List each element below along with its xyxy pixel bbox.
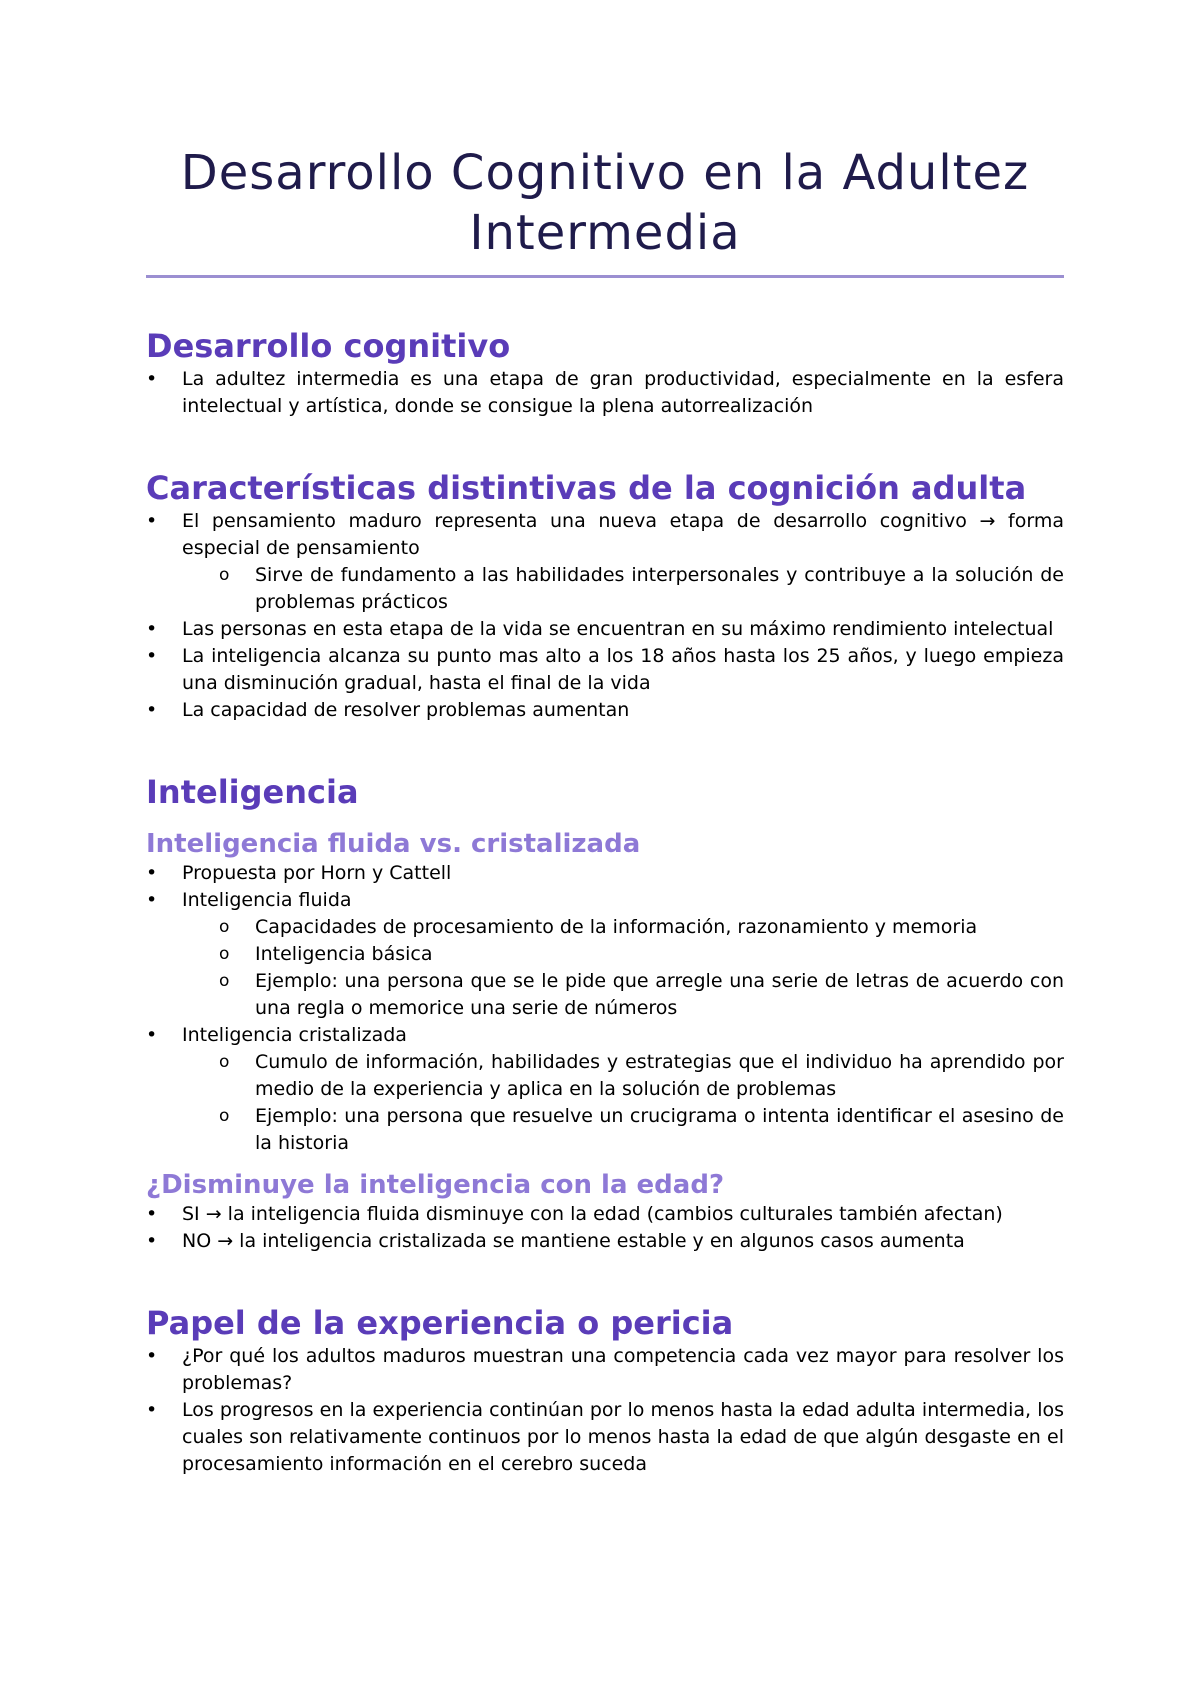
list-fluida-cristalizada <box>146 860 1064 1157</box>
list-item: • La inteligencia alcanza su punto mas alto a los 18 años hasta los 25 años, y luego empieza una disminución gradual, hasta el final de la vida <box>146 645 1064 694</box>
list-desarrollo <box>146 366 1064 420</box>
sub-bullet-icon: o <box>219 1052 230 1072</box>
list-item: • NO → la inteligencia cristalizada se mantiene estable y en algunos casos aumenta <box>146 1228 1064 1255</box>
list-item: • Propuesta por Horn y Cattell <box>146 860 1064 887</box>
list-item: • ¿Por qué los adultos maduros muestran una competencia cada vez mayor para resolver los problemas? <box>146 1345 1064 1394</box>
list-papel <box>146 1343 1064 1478</box>
bullet-icon: • <box>146 368 158 390</box>
bullet-icon: • <box>146 645 158 667</box>
sublist <box>182 914 1064 1022</box>
list-item: • Los progresos en la experiencia continúan por lo menos hasta la edad adulta intermedia, los cuales son relativamente continuos por lo menos hasta la edad de que algún desgaste en el procesamiento información en el cerebro suceda <box>146 1399 1064 1475</box>
heading-papel-experiencia: Papel de la experiencia o pericia <box>146 1304 734 1342</box>
sub-list-item: o Ejemplo: una persona que resuelve un crucigrama o intenta identificar el asesino de la historia <box>219 1105 1064 1154</box>
list-item: • Inteligencia fluida o Capacidades de procesamiento de la información, razonamiento y memoria o Inteligencia básica o Ejemplo: una persona que se le pide que arregle una serie de letras de acuerdo con una regla o memorice una serie de números <box>146 887 1064 1022</box>
sub-bullet-icon: o <box>219 1106 230 1126</box>
list-disminuye <box>146 1201 1064 1255</box>
sub-list-item: o Sirve de fundamento a las habilidades interpersonales y contribuye a la solución de problemas prácticos <box>219 564 1064 613</box>
heading-inteligencia: Inteligencia <box>146 773 359 811</box>
sub-list-item: o Cumulo de información, habilidades y estrategias que el individuo ha aprendido por medio de la experiencia y aplica en la solución de problemas <box>219 1051 1064 1100</box>
list-item: • Inteligencia cristalizada o Cumulo de información, habilidades y estrategias que el individuo ha aprendido por medio de la experiencia y aplica en la solución de problemas o Ejemplo: una persona que resuelve un crucigrama o intenta identificar el asesino de la historia <box>146 1022 1064 1157</box>
sub-list-item: o Capacidades de procesamiento de la información, razonamiento y memoria <box>146 914 1064 941</box>
list-item: • Las personas en esta etapa de la vida se encuentran en su máximo rendimiento intelectual <box>146 616 1064 643</box>
bullet-icon: • <box>146 862 158 884</box>
sublist <box>182 1049 1064 1157</box>
bullet-icon: • <box>146 1024 158 1046</box>
list-item: • El pensamiento maduro representa una nueva etapa de desarrollo cognitivo → forma especial de pensamiento o Sirve de fundamento a las habilidades interpersonales y contribuye a la solución de problemas prácticos <box>146 508 1064 616</box>
bullet-icon: • <box>146 510 158 532</box>
sub-list-item: o Ejemplo: una persona que se le pide que arregle una serie de letras de acuerdo con una regla o memorice una serie de números <box>219 970 1064 1019</box>
list-item: • La capacidad de resolver problemas aumentan <box>146 697 1064 724</box>
bullet-icon: • <box>146 1230 158 1252</box>
bullet-icon: • <box>146 1399 158 1421</box>
sublist <box>182 562 1064 616</box>
bullet-icon: • <box>146 889 158 911</box>
heading-caracteristicas: Características distintivas de la cognición adulta <box>146 469 1027 507</box>
bullet-icon: • <box>146 618 158 640</box>
list-caracteristicas <box>146 508 1064 724</box>
list-item: • SI → la inteligencia fluida disminuye con la edad (cambios culturales también afectan) <box>146 1201 1064 1228</box>
document-title: Desarrollo Cognitivo en la Adultez Intermedia <box>180 145 1030 261</box>
sub-bullet-icon: o <box>219 917 230 937</box>
list-item: • La adultez intermedia es una etapa de gran productividad, especialmente en la esfera intelectual y artística, donde se consigue la plena autorrealización <box>146 368 1064 417</box>
sub-list-item: o Inteligencia básica <box>146 941 1064 968</box>
bullet-icon: • <box>146 699 158 721</box>
sub-bullet-icon: o <box>219 565 230 585</box>
subheading-disminuye: ¿Disminuye la inteligencia con la edad? <box>146 1170 725 1200</box>
document-page <box>146 0 1064 1478</box>
sub-bullet-icon: o <box>219 944 230 964</box>
title-underline <box>146 275 1064 278</box>
sub-bullet-icon: o <box>219 971 230 991</box>
heading-desarrollo-cognitivo: Desarrollo cognitivo <box>146 327 511 365</box>
subheading-fluida-cristalizada: Inteligencia fluida vs. cristalizada <box>146 829 641 859</box>
bullet-icon: • <box>146 1203 158 1225</box>
bullet-icon: • <box>146 1345 158 1367</box>
